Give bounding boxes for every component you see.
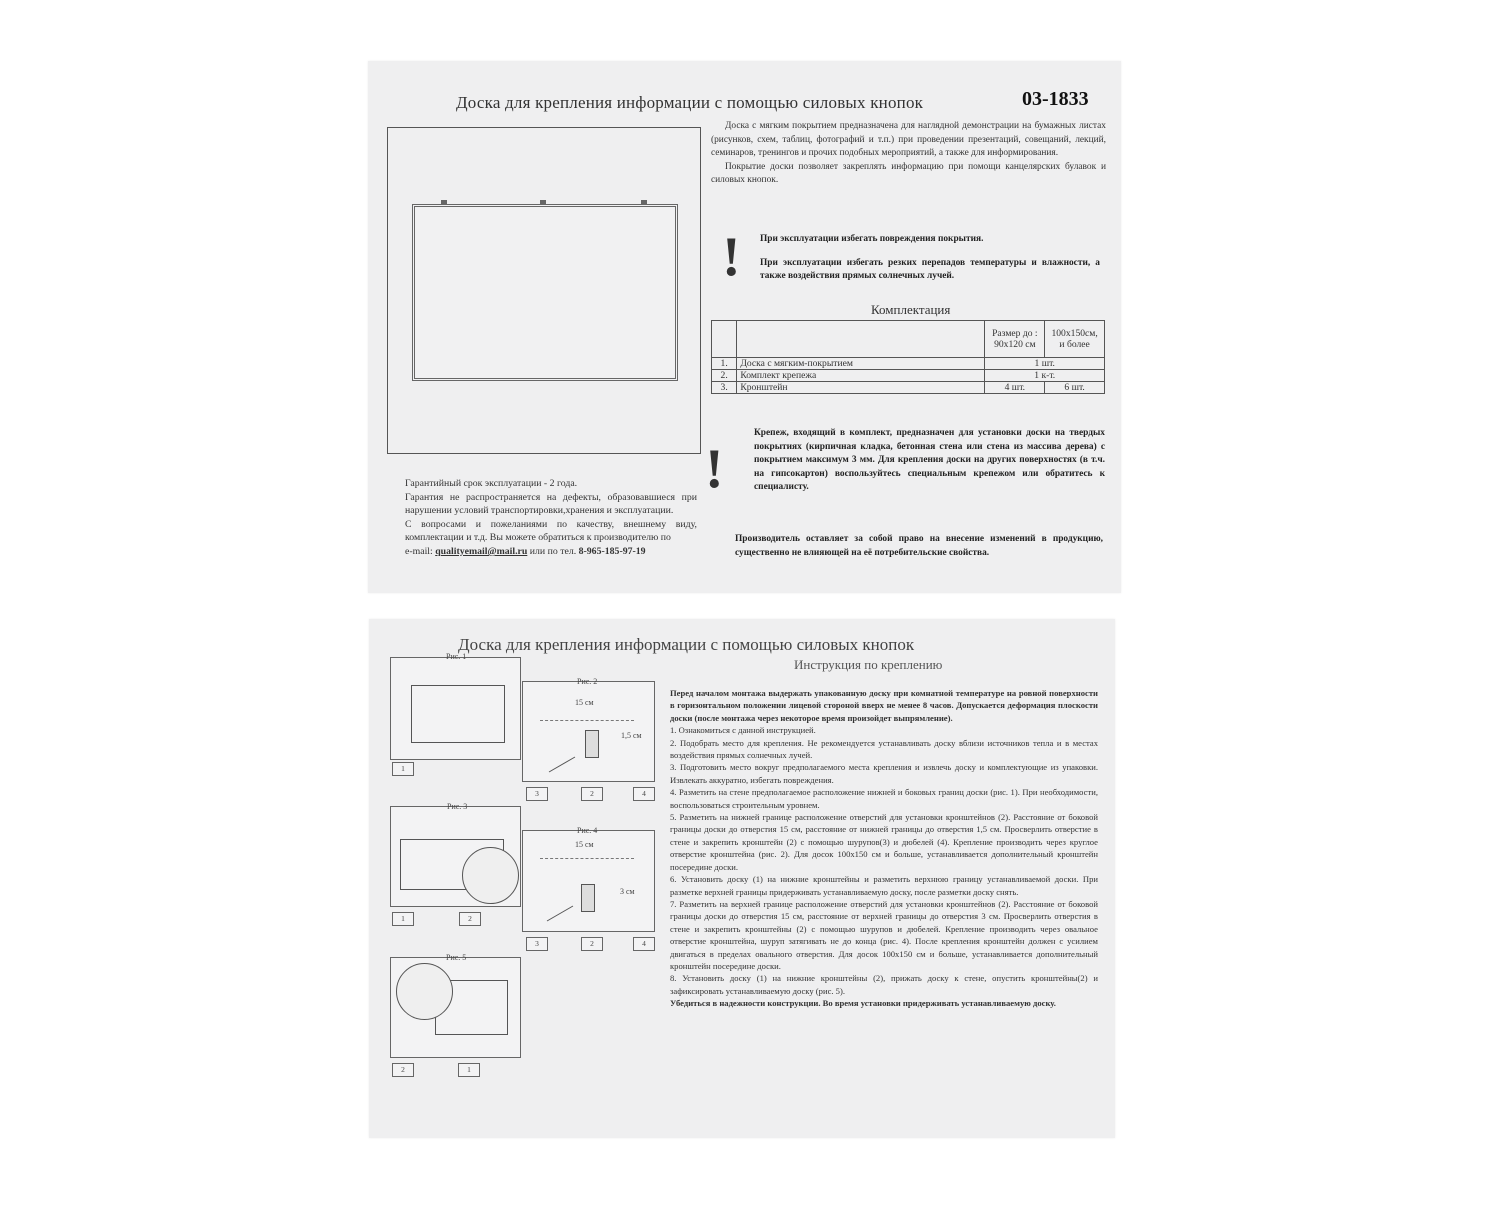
kit-row-qty-small: 4 шт.: [985, 382, 1045, 394]
warning-exclamation-icon: !: [705, 438, 724, 500]
kit-header-size1: Размер до : 90x120 см: [985, 321, 1045, 358]
screw-icon: [547, 906, 573, 922]
figure-3: [390, 806, 521, 907]
instruction-step: 7. Разметить на верхней границе расположение отверстий для установки кронштейнов (2). Расстояние от боковой границы доски до отверстия 15 см, расстояние от верхней границы до отверстия 3 см. Просверлить отверстия в стене и закрепить кронштейны (2) с помощью шурупов и дюбелей. Крепление производить через овальное отверстие кронштейна, шуруп затягивать не до конца (рис. 4). После крепления кронштейн должен с усилием двигаться в пределах овального отверстия. Для досок 100x150 см и больше, устанавливается дополнительный кронштейн посередине доски.: [670, 898, 1098, 971]
warnings: [760, 233, 1100, 294]
kit-row-name: Комплект крепежа: [737, 370, 985, 382]
figure-1-label: Рис. 1: [446, 652, 467, 661]
part-number-label: 2: [581, 937, 603, 951]
instruction-step: 6. Установить доску (1) на нижние кронштейны и разметить верхнюю границу устанавливаемой доски. При разметке верхней границы придерживать устанавливаемую доску, после разметки доску снять.: [670, 874, 1098, 897]
part-number-label: 2: [392, 1063, 414, 1077]
kit-table: [711, 320, 1105, 394]
figure-5: [390, 957, 521, 1058]
phone-number: 8-965-185-97-19: [578, 545, 646, 557]
sheet-title: Доска для крепления информации с помощью силовых кнопок: [456, 93, 924, 112]
email-label: e-mail:: [405, 545, 433, 557]
kit-row-qty-large: 6 шт.: [1045, 382, 1105, 394]
sheet-subtitle: Инструкция по креплению: [794, 657, 943, 672]
kit-header-size2: 100x150см, и более: [1045, 321, 1105, 358]
dimension-label: 15 см: [575, 698, 594, 707]
sheet-title: Доска для крепления информации с помощью силовых кнопок: [458, 635, 915, 654]
figure-3-label: Рис. 3: [447, 802, 468, 811]
part-number-label: 2: [581, 787, 603, 801]
part-number-label: 1: [392, 762, 414, 776]
email-link[interactable]: qualityemail@mail.ru: [435, 545, 528, 557]
intro-paragraph: Перед началом монтажа выдержать упакованную доску при комнатной температуре на ровной поверхности в горизонтальном положении лицевой стороной вверх не менее 8 часов. Допускается деформация плоскости доски (после монтажа через некоторое время произойдет выпрямление).: [670, 688, 1098, 723]
instruction-step: 2. Подобрать место для крепления. Не рекомендуется устанавливать доску вблизи источников тепла и в местах воздействия прямых солнечных лучей.: [670, 737, 1098, 761]
kit-row: [712, 370, 1105, 382]
part-number-label: 4: [633, 937, 655, 951]
part-number-label: 3: [526, 787, 548, 801]
product-code: 03-1833: [1022, 88, 1089, 110]
board-illustration: [412, 204, 678, 381]
guide-line: [540, 720, 634, 721]
board-outline: [411, 685, 505, 743]
guarantee-term: Гарантийный срок эксплуатации - 2 года.: [405, 478, 578, 489]
kit-row-number: 2.: [712, 370, 737, 382]
pin-icon: [441, 200, 447, 204]
kit-row-qty: 1 к-т.: [985, 370, 1105, 382]
kit-header-cell: [737, 321, 985, 358]
figure-4-label: Рис. 4: [577, 826, 598, 835]
figure-2-label: Рис. 2: [577, 677, 598, 686]
part-number-label: 1: [458, 1063, 480, 1077]
part-number-label: 4: [633, 787, 655, 801]
screw-icon: [549, 757, 575, 773]
guarantee: [405, 477, 697, 559]
description: [711, 120, 1106, 188]
instruction-sheet-back: [369, 619, 1115, 1138]
detail-magnifier: [396, 963, 453, 1020]
figure-1: [390, 657, 521, 760]
instruction-step: 1. Ознакомиться с данной инструкцией.: [670, 725, 816, 736]
description-paragraph: Покрытие доски позволяет закреплять информацию при помощи канцелярских булавок и силовых кнопок.: [711, 161, 1106, 186]
warning-text: При эксплуатации избегать резких перепадов температуры и влажности, а также воздействия прямых солнечных лучей.: [760, 257, 1100, 282]
kit-row: [712, 382, 1105, 394]
figure-5-label: Рис. 5: [446, 953, 467, 962]
bracket-icon: [585, 730, 599, 758]
kit-row-name: Доска с мягким-покрытием: [737, 358, 985, 370]
dimension-label: 15 см: [575, 840, 594, 849]
phone-label: или по тел.: [529, 545, 577, 557]
instruction-step: 4. Разметить на стене предполагаемое расположение нижней и боковых границ доски (рис. 1). При необходимости, воспользоваться строительным уровнем.: [670, 787, 1098, 810]
instruction-step: 8. Установить доску (1) на нижние кронштейны (2), прижать доску к стене, опустить кронштейны(2) и зафиксировать устанавливаемую доску (рис. 5).: [670, 973, 1098, 996]
instruction-step: 5. Разметить на нижней границе расположение отверстий для установки кронштейнов (2). Расстояние от боковой границы доски до отверстия 15 см, расстояние от нижней границы до отверстия 1,5 см. Просверлить отверстие в стене и закрепить кронштейн (2) с помощью шурупов(3) и дюбелей (4). Крепление производить через круглое отверстие кронштейна (рис. 2). Для досок 100x150 см и больше, устанавливается дополнительный кронштейн посередине доски.: [670, 812, 1098, 872]
mounting-instructions: [670, 687, 1098, 1010]
manufacturer-note: Производитель оставляет за собой право на внесение изменений в продукцию, существенно не влияющей на её потребительские свойства.: [735, 534, 1103, 558]
kit-header-cell: [712, 321, 737, 358]
pin-icon: [641, 200, 647, 204]
kit-row-number: 3.: [712, 382, 737, 394]
guarantee-contact: С вопросами и пожеланиями по качеству, внешнему виду, комплектации и т.д. Вы можете обратиться к производителю по: [405, 518, 697, 544]
bracket-icon: [581, 884, 595, 912]
part-number-label: 1: [392, 912, 414, 926]
description-paragraph: Доска с мягким покрытием предназначена для наглядной демонстрации на бумажных листах (рисунков, схем, таблиц, фотографий и т.п.) при проведении презентаций, совещаний, лекций, семинаров, тренингов и прочих подобных мероприятий, а также для информирования.: [711, 121, 1106, 159]
kit-row-qty: 1 шт.: [985, 358, 1105, 370]
board-illustration-frame: [387, 127, 701, 454]
guarantee-exclusions: Гарантия не распространяется на дефекты, образовавшиеся при нарушении условий транспортировки,хранения и эксплуатации.: [405, 491, 697, 517]
final-check: Убедиться в надежности конструкции. Во время установки придерживать устанавливаемую доску.: [670, 998, 1056, 1009]
guarantee-contact-line: [405, 545, 697, 559]
dimension-label: 3 см: [620, 887, 635, 896]
part-number-label: 2: [459, 912, 481, 926]
warning-text: При эксплуатации избегать повреждения покрытия.: [760, 234, 984, 244]
detail-magnifier: [462, 847, 519, 904]
guide-line: [540, 858, 634, 859]
kit-row-name: Кронштейн: [737, 382, 985, 394]
part-number-label: 3: [526, 937, 548, 951]
kit-row: [712, 358, 1105, 370]
instruction-step: 3. Подготовить место вокруг предполагаемого места крепления и извлечь доску и комплектующие из упаковки. Извлекать аккуратно, избегать повреждения.: [670, 762, 1098, 785]
mount-note: Крепеж, входящий в комплект, предназначен для установки доски на твердых покрытиях (кирпичная кладка, бетонная стена или стена из массива дерева) с покрытием максимум 3 мм. Для крепления доски на других поверхностях (в т.ч. на гипсокартон) воспользуйтесь специальным крепежом или обратитесь к специалисту.: [754, 428, 1105, 493]
kit-row-number: 1.: [712, 358, 737, 370]
instruction-sheet-front: [368, 61, 1121, 593]
dimension-label: 1,5 см: [621, 731, 642, 740]
pin-icon: [540, 200, 546, 204]
kit-heading: Комплектация: [871, 302, 951, 317]
warning-exclamation-icon: !: [722, 226, 741, 288]
